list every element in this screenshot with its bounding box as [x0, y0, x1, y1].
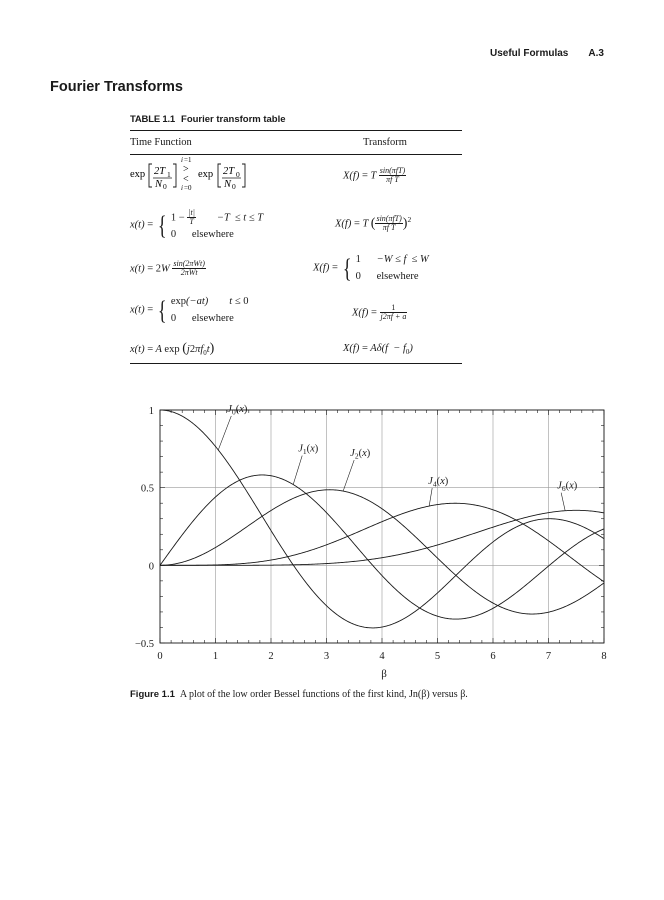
running-head-title: Useful Formulas [490, 48, 569, 59]
series-leader-J4 [429, 488, 432, 506]
table-row-4-time: x(t) = { exp(−at) t ≤ 0 0 elsewhere [130, 295, 249, 325]
x-tick-label: 8 [601, 651, 607, 662]
svg-text:>: > [183, 164, 189, 175]
figure-caption-text: A plot of the low order Bessel functions of the first kind, Jn(β) versus β. [179, 689, 468, 700]
series-leader-J1 [293, 456, 302, 485]
table-row-1-transform: X(f) = T $\frac{\text{sin(πfT)}}{\text{πf T}}$ [343, 166, 406, 185]
section-title: Fourier Transforms [50, 79, 183, 95]
svg-text:exp: exp [130, 169, 146, 180]
figure-label: Figure 1.1 [130, 689, 175, 700]
table-row-3-time: x(t) = 2W $\frac{\text{sin(2πWt)}}{\text{2πWt}}$ [130, 259, 205, 278]
x-tick-label: 5 [434, 651, 441, 662]
series-label-J4: $J_4(x)$ [428, 476, 449, 489]
svg-text:2T: 2T [154, 166, 166, 177]
x-tick-label: 1 [212, 651, 219, 662]
svg-text:0: 0 [236, 170, 240, 179]
svg-text:N: N [155, 179, 163, 190]
svg-text:0: 0 [163, 182, 167, 191]
column-header-transform: Transform [363, 137, 407, 148]
svg-text:i: i [181, 156, 183, 164]
table-row-2-transform: X(f) = T ( $\frac{\text{sin(πfT)}}{\text{πf T}}$ )$^2$ [335, 214, 412, 233]
series-label-J0: $J_0(x)$ [227, 403, 248, 417]
series-label-J1: $J_1(x)$ [298, 443, 319, 457]
x-tick-label: 4 [379, 651, 385, 662]
x-tick-label: 7 [545, 651, 552, 662]
column-header-time: Time Function [130, 137, 192, 148]
running-head-section: A.3 [588, 48, 604, 59]
table-caption-text: Fourier transform table [181, 114, 286, 125]
x-tick-label: 6 [490, 651, 496, 662]
y-tick-label: 1 [148, 406, 154, 417]
series-leader-J0 [218, 416, 231, 450]
svg-text:=0: =0 [184, 184, 192, 192]
y-tick-label: 0.5 [140, 483, 154, 495]
x-tick-label: 3 [323, 651, 330, 662]
x-tick-label: 0 [157, 651, 163, 662]
x-axis-label: β [381, 668, 387, 680]
table-row-5-transform: $X(f) = A\delta(f - f_0)$ [343, 343, 413, 357]
series-leader-J6 [561, 493, 565, 511]
svg-text:N: N [224, 179, 232, 190]
figure-caption [130, 689, 468, 700]
series-label-J6: $J_6(x)$ [557, 480, 578, 494]
table-row-3-transform: X(f) = { 1 −W ≤ f ≤ W 0 elsewhere [313, 253, 429, 283]
svg-text:1: 1 [167, 170, 171, 179]
svg-text:i: i [181, 184, 183, 192]
y-tick-label: −0.5 [134, 639, 154, 650]
svg-text:<: < [183, 174, 189, 185]
x-tick-label: 2 [268, 651, 274, 662]
table-label: TABLE 1.1 [130, 114, 176, 125]
y-tick-label: 0 [148, 561, 154, 573]
series-label-J2: $J_2(x)$ [350, 448, 371, 461]
svg-text:exp: exp [198, 169, 214, 180]
table-row-4-transform: X(f) = $\frac{1}{j2\pi f + a}$ [352, 303, 407, 322]
svg-text:0: 0 [232, 182, 236, 191]
table-row-5-time: x(t) = A $\exp (j2\pi f_0t)$ [130, 341, 215, 358]
svg-text:=1: =1 [184, 156, 192, 164]
table-row-2-time: x(t) = { 1 − $\frac{|t|}{T}$ −T ≤ t ≤ T 0 elsewhere [130, 208, 264, 240]
series-leader-J2 [343, 460, 354, 491]
svg-text:2T: 2T [223, 166, 235, 177]
